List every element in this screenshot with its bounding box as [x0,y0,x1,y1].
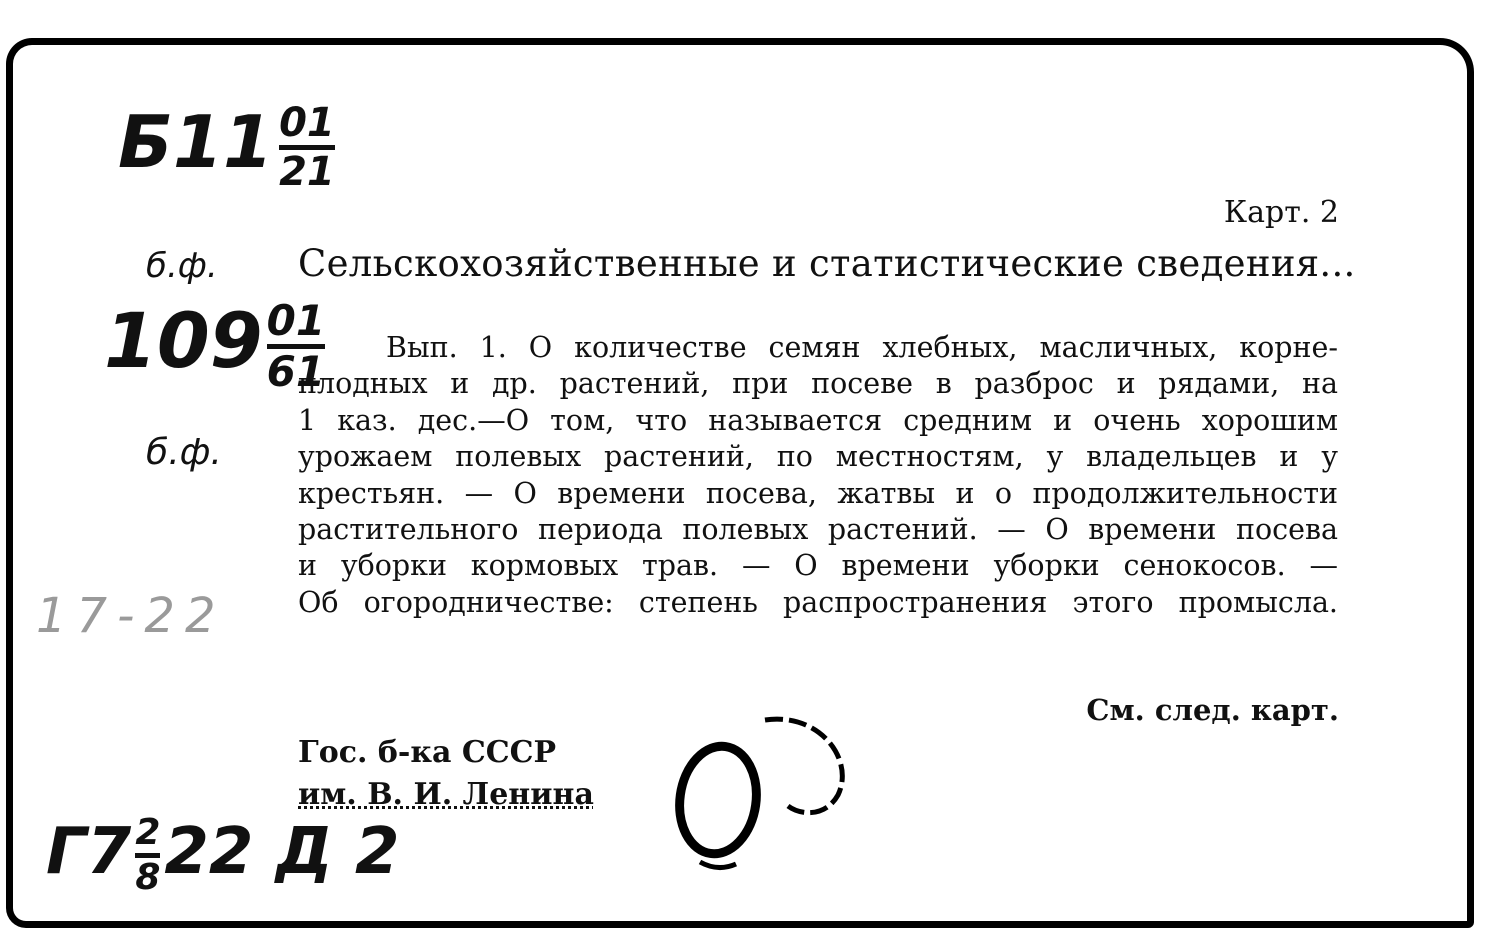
body-line: и уборки кормовых трав. — О времени уборки сенокосов. — [298,549,1338,583]
shelf-mark-top-denominator: 21 [279,148,335,195]
shelf-mark-bottom-suffix: 22 Д 2 [164,815,400,890]
shelf-mark-top-numerator: 01 [279,99,335,146]
see-next-card: См. след. карт. [1086,693,1339,727]
body-line: крестьян. — О времени посева, жатвы и о продолжительности [298,476,1338,510]
library-stamp-text [298,732,594,816]
bf-note-2: б.ф. [146,432,222,473]
body-line: урожаем полевых растений, по местностям, у владельцев и у [298,440,1338,474]
shelf-mark-bottom-main: Г7 [46,815,132,890]
shelf-mark-middle-denominator: 61 [266,346,326,396]
faint-margin-mark: 17-22 [36,588,226,644]
body-line: Вып. 1. О количестве семян хлебных, масличных, корне- [386,331,1338,364]
body-line: растительного периода полевых растений. — О времени посева [298,513,1338,547]
shelf-mark-top [118,99,335,195]
shelf-mark-middle-main: 109 [104,296,263,385]
bf-note-1: б.ф. [146,246,218,286]
card-number: Карт. 2 [1223,195,1339,230]
shelf-mark-bottom-numerator: 2 [135,812,161,853]
shelf-mark-bottom [46,812,400,898]
shelf-mark-top-main: Б11 [118,100,274,184]
library-line-2: им. В. И. Ленина [298,777,594,812]
body-line: плодных и др. растений, при посеве в разброс и рядами, на [298,367,1338,401]
shelf-mark-middle [104,295,326,396]
stamp-seal-icon [670,700,870,890]
card-title: Сельскохозяйственные и статистические сведения... [298,242,1356,285]
body-line: Об огородничестве: степень распространения этого промысла. [298,585,1338,619]
shelf-mark-bottom-denominator: 8 [135,857,161,898]
shelf-mark-middle-numerator: 01 [266,295,326,345]
library-line-1: Гос. б-ка СССР [298,735,557,770]
card-body [298,330,1338,621]
body-line: 1 каз. дес.—О том, что называется средним и очень хорошим [298,403,1338,437]
